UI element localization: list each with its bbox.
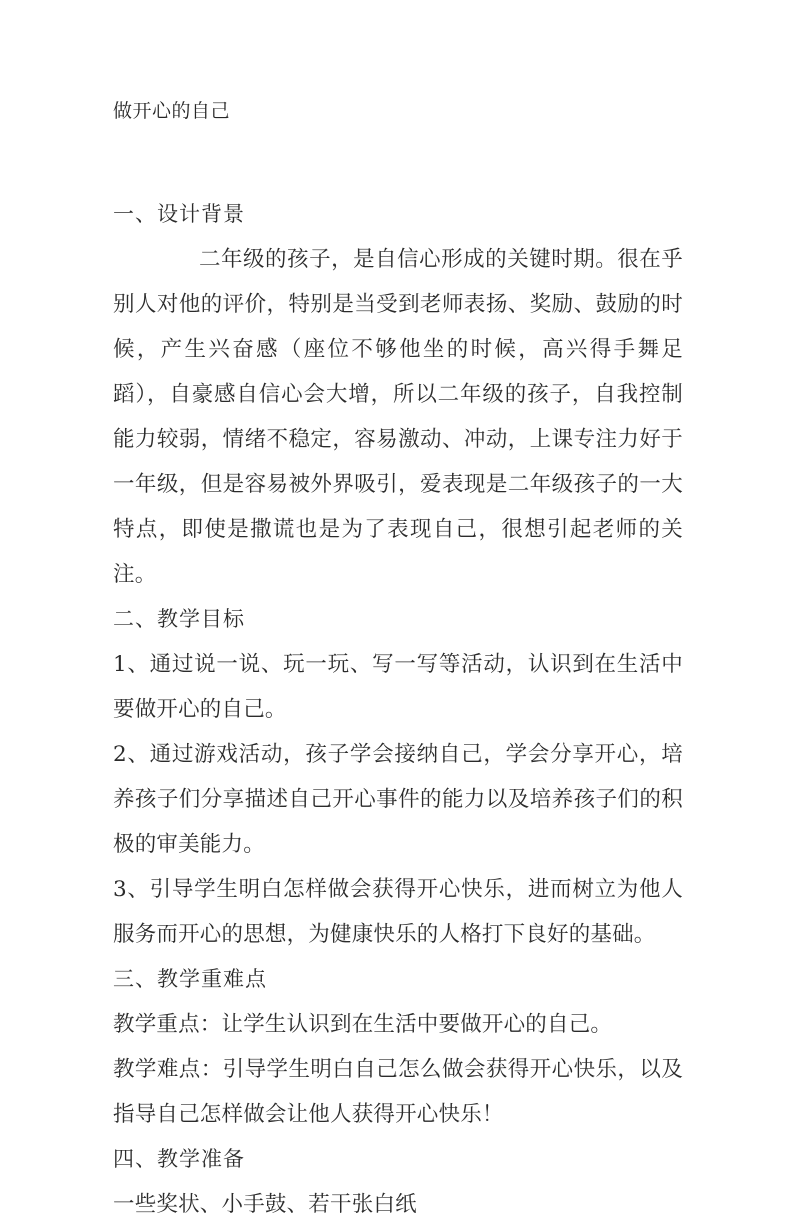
list-item: 3、引导学生明白怎样做会获得开心快乐，进而树立为他人服务而开心的思想，为健康快乐的人格打下良好的基础。	[113, 877, 683, 947]
section-heading-design-background: 一、设计背景	[113, 202, 245, 226]
teaching-difficult-point: 教学难点：引导学生明白自己怎么做会获得开心快乐，以及指导自己怎样做会让他人获得开心快乐！	[113, 1057, 683, 1127]
list-item: 1、通过说一说、玩一玩、写一写等活动，认识到在生活中要做开心的自己。	[113, 652, 683, 722]
paragraph-design-background: 二年级的孩子，是自信心形成的关键时期。很在乎别人对他的评价，特别是当受到老师表扬、奖励、鼓励的时候，产生兴奋感（座位不够他坐的时候，高兴得手舞足蹈），自豪感自信心会大增，所以二年级的孩子，自我控制能力较弱，情绪不稳定，容易激动、冲动，上课专注力好于一年级，但是容易被外界吸引，爱表现是二年级孩子的一大特点，即使是撒谎也是为了表现自己，很想引起老师的关注。	[113, 247, 683, 587]
document-title: 做开心的自己	[113, 100, 231, 122]
section-heading-key-difficult-points: 三、教学重难点	[113, 967, 267, 991]
teaching-key-point: 教学重点：让学生认识到在生活中要做开心的自己。	[113, 1012, 613, 1037]
section-heading-teaching-preparation: 四、教学准备	[113, 1147, 245, 1171]
section-heading-teaching-objectives: 二、教学目标	[113, 607, 245, 631]
teaching-preparation-materials: 一些奖状、小手鼓、若干张白纸	[113, 1192, 417, 1217]
list-item: 2、通过游戏活动，孩子学会接纳自己，学会分享开心，培养孩子们分享描述自己开心事件的能力以及培养孩子们的积极的审美能力。	[113, 742, 683, 857]
document-content	[113, 96, 683, 1227]
title-spacer	[113, 126, 683, 192]
